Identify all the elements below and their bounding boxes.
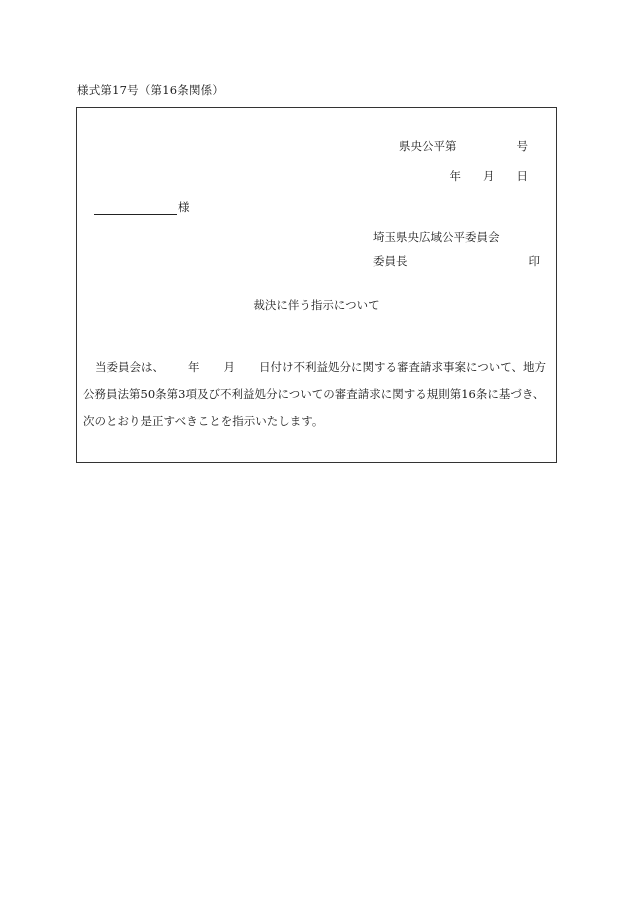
body-month: 月 <box>223 360 235 374</box>
date-month: 月 <box>483 169 495 183</box>
document-number-prefix: 県央公平第 <box>399 139 457 153</box>
form-number-label: 様式第17号（第16条関係） <box>77 83 225 97</box>
addressee <box>94 199 190 215</box>
document-date <box>450 168 529 184</box>
body-part1: 当委員会は、 <box>95 360 164 374</box>
document-frame <box>76 107 557 463</box>
seal-mark: 印 <box>528 254 540 268</box>
sender-title: 委員長 <box>373 254 408 268</box>
body-part2: 日付け不利益処分に関する審査請求事案について、地方公務員法第50条第3項及び不利益処分についての審査請求に関する規則第16条に基づき、次のとおり是正すべきことを指示いたします。 <box>83 360 547 428</box>
addressee-blank-line <box>94 203 177 215</box>
document-number <box>399 138 528 154</box>
date-day: 日 <box>516 169 528 183</box>
sender-organization: 埼玉県央広域公平委員会 <box>373 230 500 244</box>
document-number-suffix: 号 <box>516 139 528 153</box>
body-year: 年 <box>188 360 200 374</box>
addressee-honorific: 様 <box>178 200 190 214</box>
date-year: 年 <box>449 169 461 183</box>
document-title: 裁決に伴う指示について <box>253 298 380 312</box>
body-paragraph <box>83 354 553 435</box>
